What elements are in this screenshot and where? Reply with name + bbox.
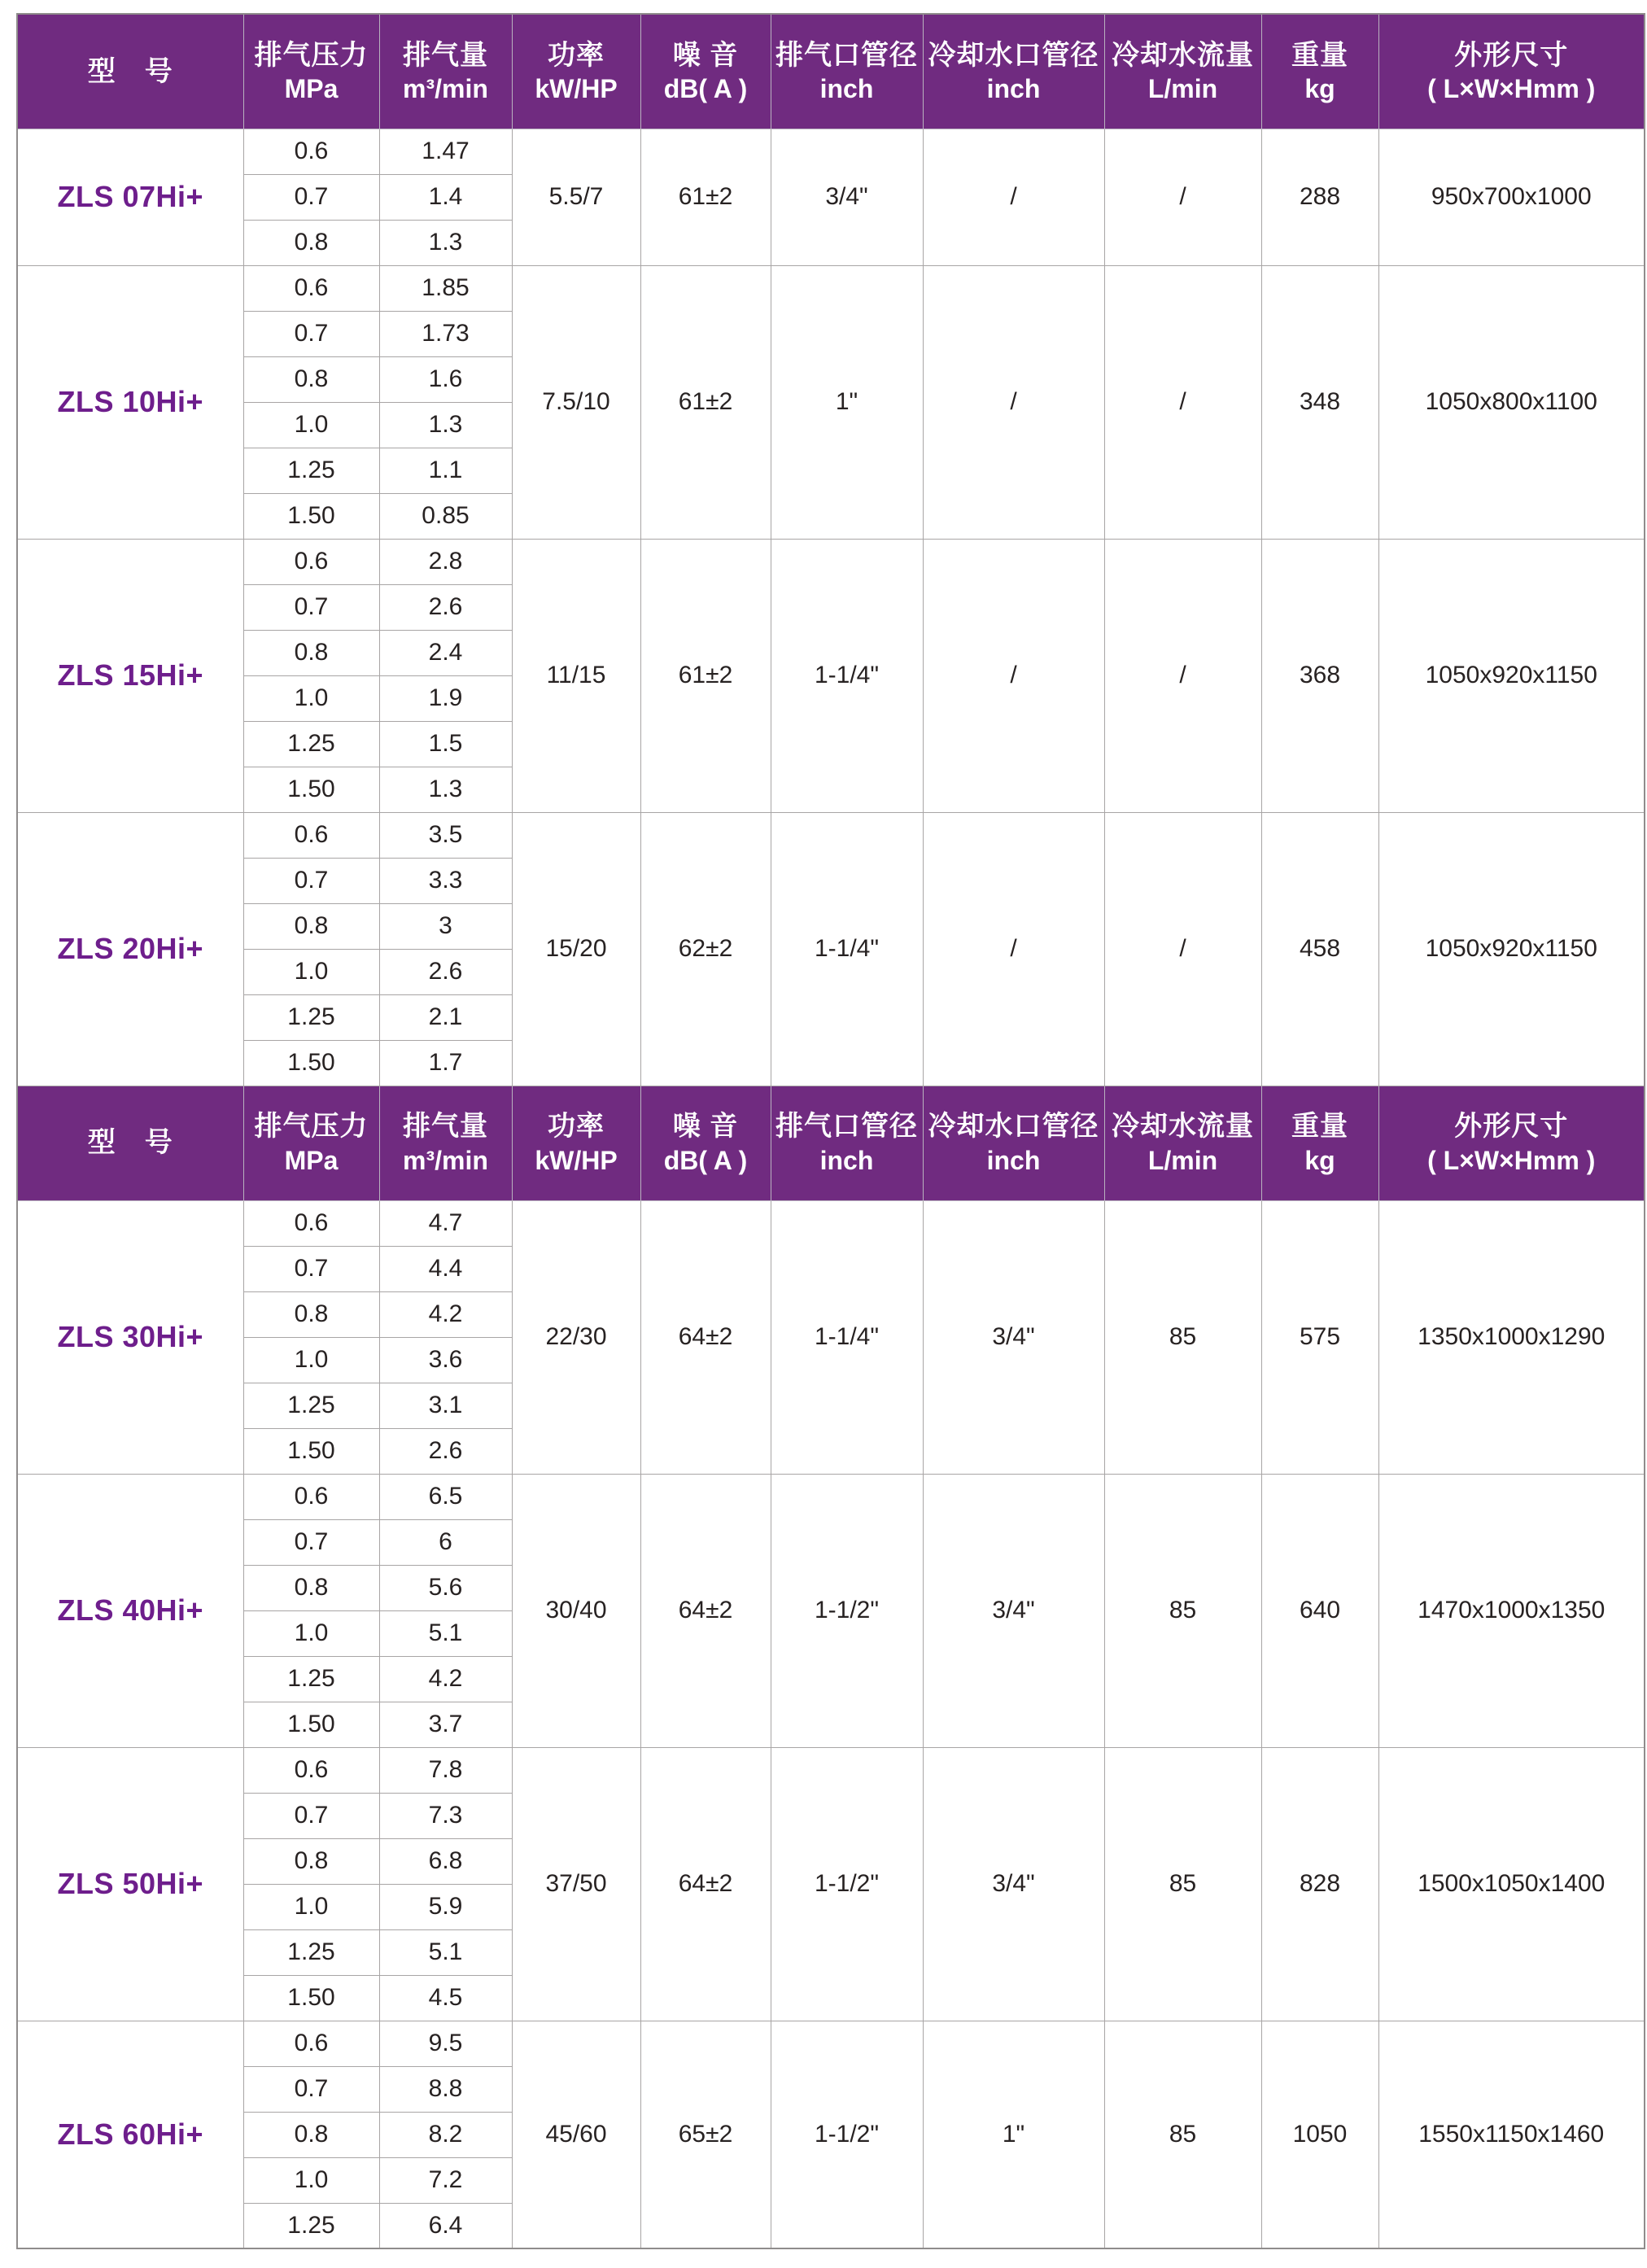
cooling_port-cell: / — [923, 812, 1104, 1086]
pressure-cell: 1.50 — [243, 1975, 379, 2021]
header-label-en: ( L×W×Hmm ) — [1427, 74, 1596, 103]
pressure-cell: 0.6 — [243, 812, 379, 858]
header-cell-model — [17, 1086, 243, 1200]
flow-cell: 3.7 — [379, 1702, 512, 1747]
pressure-cell: 0.7 — [243, 311, 379, 356]
flow-cell: 6 — [379, 1519, 512, 1565]
weight-cell: 368 — [1261, 539, 1378, 812]
pressure-cell: 1.0 — [243, 402, 379, 448]
pressure-cell: 0.6 — [243, 1200, 379, 1246]
header-cell-power — [512, 14, 640, 129]
pressure-cell: 1.0 — [243, 1610, 379, 1656]
header-label-zh: 排气量 — [403, 39, 488, 71]
flow-cell: 3.5 — [379, 812, 512, 858]
pressure-cell: 0.7 — [243, 1519, 379, 1565]
header-label-en: L/min — [1147, 1145, 1218, 1175]
weight-cell: 348 — [1261, 265, 1378, 539]
header-label-en: inch — [986, 74, 1041, 103]
flow-cell: 6.4 — [379, 2203, 512, 2248]
flow-cell: 4.4 — [379, 1246, 512, 1291]
cooling_port-cell: 1" — [923, 2021, 1104, 2248]
noise-cell: 64±2 — [640, 1474, 771, 1747]
cooling_flow-cell: 85 — [1104, 2021, 1261, 2248]
header-label-en: L/min — [1147, 74, 1218, 103]
pressure-cell: 0.8 — [243, 1838, 379, 1884]
pressure-cell: 0.6 — [243, 539, 379, 584]
header-label-zh: 排气口管径 — [775, 39, 918, 71]
flow-cell: 6.5 — [379, 1474, 512, 1519]
outlet-cell: 1" — [771, 265, 923, 539]
table-row — [17, 1474, 1645, 1519]
cooling_port-cell: 3/4" — [923, 1747, 1104, 2021]
header-label-en: m³/min — [403, 1145, 488, 1175]
flow-cell: 1.7 — [379, 1040, 512, 1086]
dimensions-cell: 1050x920x1150 — [1378, 539, 1645, 812]
pressure-cell: 0.8 — [243, 220, 379, 265]
weight-cell: 640 — [1261, 1474, 1378, 1747]
table-row — [17, 1747, 1645, 1793]
pressure-cell: 1.50 — [243, 493, 379, 539]
power-cell: 11/15 — [512, 539, 640, 812]
dimensions-cell: 1050x920x1150 — [1378, 812, 1645, 1086]
pressure-cell: 1.25 — [243, 721, 379, 767]
power-cell: 30/40 — [512, 1474, 640, 1747]
header-label-zh: 噪 音 — [672, 39, 739, 71]
pressure-cell: 1.0 — [243, 675, 379, 721]
pressure-cell: 1.0 — [243, 1884, 379, 1929]
spec-table-body — [17, 14, 1645, 2248]
pressure-cell: 0.8 — [243, 903, 379, 949]
cooling_flow-cell: / — [1104, 539, 1261, 812]
pressure-cell: 1.50 — [243, 1428, 379, 1474]
pressure-cell: 0.6 — [243, 1474, 379, 1519]
flow-cell: 1.5 — [379, 721, 512, 767]
pressure-cell: 0.7 — [243, 584, 379, 630]
header-row — [17, 1086, 1645, 1200]
header-label-zh: 功率 — [548, 39, 605, 71]
header-cell-cooling_port — [923, 1086, 1104, 1200]
cooling_flow-cell: / — [1104, 129, 1261, 265]
dimensions-cell: 1050x800x1100 — [1378, 265, 1645, 539]
flow-cell: 2.6 — [379, 1428, 512, 1474]
header-label-en: dB( A ) — [663, 74, 748, 103]
header-label-en: kW/HP — [535, 74, 618, 103]
header-cell-power — [512, 1086, 640, 1200]
header-cell-pressure — [243, 14, 379, 129]
pressure-cell: 1.0 — [243, 949, 379, 994]
header-label-zh: 冷却水流量 — [1112, 39, 1254, 71]
flow-cell: 1.1 — [379, 448, 512, 493]
header-label-zh: 排气压力 — [254, 39, 369, 71]
flow-cell: 8.8 — [379, 2066, 512, 2112]
outlet-cell: 1-1/4" — [771, 1200, 923, 1474]
outlet-cell: 1-1/2" — [771, 1474, 923, 1747]
header-label-en: ( L×W×Hmm ) — [1427, 1145, 1596, 1175]
outlet-cell: 1-1/2" — [771, 1747, 923, 2021]
cooling_port-cell: / — [923, 539, 1104, 812]
header-label-zh: 型 号 — [87, 55, 173, 87]
header-label-en: dB( A ) — [663, 1145, 748, 1175]
header-label-en: inch — [986, 1145, 1041, 1175]
cooling_flow-cell: / — [1104, 812, 1261, 1086]
model-cell: ZLS 60Hi+ — [17, 2021, 243, 2248]
pressure-cell: 0.6 — [243, 1747, 379, 1793]
noise-cell: 61±2 — [640, 539, 771, 812]
pressure-cell: 0.6 — [243, 265, 379, 311]
header-label-zh: 型 号 — [87, 1127, 173, 1159]
header-cell-cooling_flow — [1104, 1086, 1261, 1200]
noise-cell: 64±2 — [640, 1200, 771, 1474]
header-label-en: kg — [1304, 1145, 1335, 1175]
cooling_port-cell: / — [923, 129, 1104, 265]
header-label-zh: 外形尺寸 — [1454, 1111, 1569, 1143]
power-cell: 15/20 — [512, 812, 640, 1086]
flow-cell: 4.5 — [379, 1975, 512, 2021]
power-cell: 5.5/7 — [512, 129, 640, 265]
outlet-cell: 1-1/2" — [771, 2021, 923, 2248]
header-cell-noise — [640, 1086, 771, 1200]
dimensions-cell: 1350x1000x1290 — [1378, 1200, 1645, 1474]
flow-cell: 3.3 — [379, 858, 512, 903]
table-row — [17, 812, 1645, 858]
header-cell-cooling_port — [923, 14, 1104, 129]
model-cell: ZLS 07Hi+ — [17, 129, 243, 265]
pressure-cell: 1.25 — [243, 2203, 379, 2248]
model-cell: ZLS 20Hi+ — [17, 812, 243, 1086]
cooling_port-cell: 3/4" — [923, 1474, 1104, 1747]
pressure-cell: 1.25 — [243, 994, 379, 1040]
header-label-en: kW/HP — [535, 1145, 618, 1175]
dimensions-cell: 1470x1000x1350 — [1378, 1474, 1645, 1747]
flow-cell: 5.6 — [379, 1565, 512, 1610]
header-label-zh: 功率 — [548, 1111, 605, 1143]
noise-cell: 62±2 — [640, 812, 771, 1086]
outlet-cell: 3/4" — [771, 129, 923, 265]
dimensions-cell: 1550x1150x1460 — [1378, 2021, 1645, 2248]
flow-cell: 1.3 — [379, 220, 512, 265]
pressure-cell: 0.7 — [243, 174, 379, 220]
dimensions-cell: 950x700x1000 — [1378, 129, 1645, 265]
flow-cell: 3 — [379, 903, 512, 949]
table-row — [17, 129, 1645, 174]
flow-cell: 8.2 — [379, 2112, 512, 2157]
power-cell: 37/50 — [512, 1747, 640, 2021]
outlet-cell: 1-1/4" — [771, 539, 923, 812]
header-label-zh: 重量 — [1291, 39, 1348, 71]
header-label-zh: 排气压力 — [254, 1111, 369, 1143]
model-cell: ZLS 30Hi+ — [17, 1200, 243, 1474]
pressure-cell: 0.7 — [243, 858, 379, 903]
model-cell: ZLS 50Hi+ — [17, 1747, 243, 2021]
weight-cell: 288 — [1261, 129, 1378, 265]
pressure-cell: 1.50 — [243, 1702, 379, 1747]
flow-cell: 3.1 — [379, 1383, 512, 1428]
weight-cell: 458 — [1261, 812, 1378, 1086]
header-cell-flow — [379, 14, 512, 129]
flow-cell: 2.6 — [379, 584, 512, 630]
weight-cell: 828 — [1261, 1747, 1378, 2021]
header-cell-weight — [1261, 14, 1378, 129]
cooling_flow-cell: / — [1104, 265, 1261, 539]
header-label-en: inch — [819, 1145, 874, 1175]
power-cell: 7.5/10 — [512, 265, 640, 539]
noise-cell: 61±2 — [640, 129, 771, 265]
flow-cell: 4.2 — [379, 1291, 512, 1337]
header-cell-pressure — [243, 1086, 379, 1200]
table-row — [17, 2021, 1645, 2066]
pressure-cell: 0.8 — [243, 1291, 379, 1337]
pressure-cell: 1.25 — [243, 1656, 379, 1702]
pressure-cell: 0.8 — [243, 356, 379, 402]
header-label-en: inch — [819, 74, 874, 103]
cooling_port-cell: / — [923, 265, 1104, 539]
header-cell-outlet — [771, 14, 923, 129]
pressure-cell: 0.8 — [243, 630, 379, 675]
header-cell-outlet — [771, 1086, 923, 1200]
cooling_flow-cell: 85 — [1104, 1474, 1261, 1747]
pressure-cell: 0.6 — [243, 129, 379, 174]
compressor-spec-sheet — [16, 13, 1644, 2249]
table-row — [17, 265, 1645, 311]
flow-cell: 2.4 — [379, 630, 512, 675]
header-label-en: MPa — [284, 74, 339, 103]
flow-cell: 6.8 — [379, 1838, 512, 1884]
pressure-cell: 0.8 — [243, 2112, 379, 2157]
flow-cell: 4.2 — [379, 1656, 512, 1702]
flow-cell: 1.9 — [379, 675, 512, 721]
flow-cell: 5.9 — [379, 1884, 512, 1929]
flow-cell: 1.73 — [379, 311, 512, 356]
header-cell-noise — [640, 14, 771, 129]
flow-cell: 7.2 — [379, 2157, 512, 2203]
header-label-zh: 冷却水口管径 — [928, 39, 1099, 71]
header-label-en: m³/min — [403, 74, 488, 103]
header-cell-dimensions — [1378, 14, 1645, 129]
noise-cell: 64±2 — [640, 1747, 771, 2021]
pressure-cell: 1.25 — [243, 1383, 379, 1428]
flow-cell: 2.6 — [379, 949, 512, 994]
power-cell: 22/30 — [512, 1200, 640, 1474]
flow-cell: 0.85 — [379, 493, 512, 539]
flow-cell: 5.1 — [379, 1610, 512, 1656]
flow-cell: 4.7 — [379, 1200, 512, 1246]
model-cell: ZLS 40Hi+ — [17, 1474, 243, 1747]
outlet-cell: 1-1/4" — [771, 812, 923, 1086]
header-cell-flow — [379, 1086, 512, 1200]
flow-cell: 1.4 — [379, 174, 512, 220]
header-label-zh: 外形尺寸 — [1454, 39, 1569, 71]
header-label-en: kg — [1304, 74, 1335, 103]
pressure-cell: 1.50 — [243, 767, 379, 812]
table-row — [17, 539, 1645, 584]
pressure-cell: 1.25 — [243, 448, 379, 493]
header-label-zh: 排气口管径 — [775, 1111, 918, 1143]
flow-cell: 1.3 — [379, 402, 512, 448]
pressure-cell: 1.25 — [243, 1929, 379, 1975]
header-cell-dimensions — [1378, 1086, 1645, 1200]
model-cell: ZLS 10Hi+ — [17, 265, 243, 539]
noise-cell: 65±2 — [640, 2021, 771, 2248]
header-cell-model — [17, 14, 243, 129]
pressure-cell: 1.0 — [243, 2157, 379, 2203]
power-cell: 45/60 — [512, 2021, 640, 2248]
header-row — [17, 14, 1645, 129]
table-row — [17, 1200, 1645, 1246]
header-label-zh: 排气量 — [403, 1111, 488, 1143]
cooling_flow-cell: 85 — [1104, 1200, 1261, 1474]
cooling_flow-cell: 85 — [1104, 1747, 1261, 2021]
flow-cell: 9.5 — [379, 2021, 512, 2066]
pressure-cell: 0.7 — [243, 1246, 379, 1291]
pressure-cell: 0.7 — [243, 2066, 379, 2112]
weight-cell: 1050 — [1261, 2021, 1378, 2248]
flow-cell: 1.47 — [379, 129, 512, 174]
noise-cell: 61±2 — [640, 265, 771, 539]
dimensions-cell: 1500x1050x1400 — [1378, 1747, 1645, 2021]
pressure-cell: 1.0 — [243, 1337, 379, 1383]
header-label-zh: 冷却水口管径 — [928, 1111, 1099, 1143]
header-label-zh: 冷却水流量 — [1112, 1111, 1254, 1143]
flow-cell: 1.85 — [379, 265, 512, 311]
flow-cell: 2.1 — [379, 994, 512, 1040]
pressure-cell: 1.50 — [243, 1040, 379, 1086]
header-cell-weight — [1261, 1086, 1378, 1200]
flow-cell: 3.6 — [379, 1337, 512, 1383]
flow-cell: 1.3 — [379, 767, 512, 812]
flow-cell: 1.6 — [379, 356, 512, 402]
flow-cell: 7.3 — [379, 1793, 512, 1838]
header-label-zh: 噪 音 — [672, 1111, 739, 1143]
flow-cell: 5.1 — [379, 1929, 512, 1975]
flow-cell: 7.8 — [379, 1747, 512, 1793]
pressure-cell: 0.7 — [243, 1793, 379, 1838]
weight-cell: 575 — [1261, 1200, 1378, 1474]
header-label-en: MPa — [284, 1145, 339, 1175]
spec-table — [16, 13, 1645, 2249]
flow-cell: 2.8 — [379, 539, 512, 584]
pressure-cell: 0.6 — [243, 2021, 379, 2066]
pressure-cell: 0.8 — [243, 1565, 379, 1610]
header-label-zh: 重量 — [1291, 1111, 1348, 1143]
header-cell-cooling_flow — [1104, 14, 1261, 129]
model-cell: ZLS 15Hi+ — [17, 539, 243, 812]
cooling_port-cell: 3/4" — [923, 1200, 1104, 1474]
